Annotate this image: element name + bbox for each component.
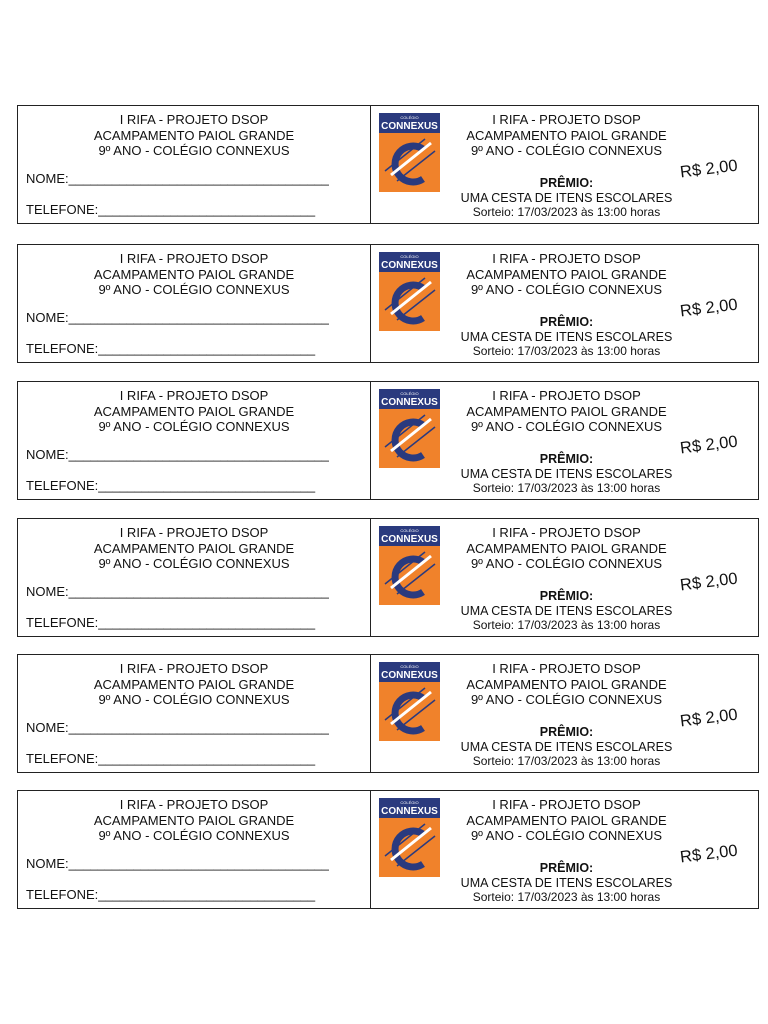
svg-text:COLÉGIO: COLÉGIO [400,800,419,805]
draw-date: Sorteio: 17/03/2023 às 13:00 horas [472,344,661,358]
connexus-logo [379,252,440,331]
ticket-price: R$ 2,00 [679,569,739,595]
name-field[interactable]: NOME:____________________________________ [26,447,329,462]
ticket-price: R$ 2,00 [679,705,739,731]
name-field[interactable]: NOME:____________________________________ [26,171,329,186]
draw-date: Sorteio: 17/03/2023 às 13:00 horas [472,205,661,219]
ticket-price: R$ 2,00 [679,295,739,321]
main-subtitle: ACAMPAMENTO PAIOL GRANDE [466,127,667,143]
main-class: 9º ANO - COLÉGIO CONNEXUS [470,282,663,297]
prize-label: PRÊMIO: [539,725,594,739]
stub-subtitle: ACAMPAMENTO PAIOL GRANDE [93,266,295,282]
svg-text:CONNEXUS: CONNEXUS [381,397,438,408]
connexus-logo [379,798,440,877]
ticket-stub [18,655,371,772]
prize-description: UMA CESTA DE ITENS ESCOLARES [460,876,673,890]
stub-subtitle: ACAMPAMENTO PAIOL GRANDE [93,812,295,828]
stub-title: I RIFA - PROJETO DSOP [119,525,269,540]
name-field[interactable]: NOME:____________________________________ [26,720,329,735]
main-title: I RIFA - PROJETO DSOP [492,388,641,403]
connexus-logo [379,662,440,741]
stub-header [18,797,370,844]
svg-text:CONNEXUS: CONNEXUS [381,670,438,681]
stub-subtitle: ACAMPAMENTO PAIOL GRANDE [93,540,295,556]
main-class: 9º ANO - COLÉGIO CONNEXUS [470,419,663,434]
stub-title: I RIFA - PROJETO DSOP [119,388,269,403]
ticket-price: R$ 2,00 [679,156,739,182]
stub-header [18,525,370,572]
stub-class: 9º ANO - COLÉGIO CONNEXUS [98,828,290,843]
prize-description: UMA CESTA DE ITENS ESCOLARES [460,330,673,344]
ticket-stub [18,106,371,223]
ticket-price: R$ 2,00 [679,432,739,458]
svg-text:COLÉGIO: COLÉGIO [400,115,419,120]
main-header [455,112,678,159]
stub-subtitle: ACAMPAMENTO PAIOL GRANDE [93,676,295,692]
prize-label: PRÊMIO: [539,589,594,603]
name-field[interactable]: NOME:____________________________________ [26,310,329,325]
stub-header [18,661,370,708]
main-header [455,388,678,435]
ticket-main [371,382,758,499]
name-field[interactable]: NOME:____________________________________ [26,584,329,599]
stub-class: 9º ANO - COLÉGIO CONNEXUS [98,282,290,297]
connexus-logo [379,113,440,192]
stub-header [18,112,370,159]
raffle-ticket [17,244,759,363]
phone-field[interactable]: TELEFONE:______________________________ [26,341,316,356]
main-title: I RIFA - PROJETO DSOP [492,251,641,266]
draw-date: Sorteio: 17/03/2023 às 13:00 horas [472,481,661,495]
main-subtitle: ACAMPAMENTO PAIOL GRANDE [466,403,667,419]
main-class: 9º ANO - COLÉGIO CONNEXUS [470,556,663,571]
prize-label: PRÊMIO: [539,176,594,190]
main-title: I RIFA - PROJETO DSOP [492,112,641,127]
stub-class: 9º ANO - COLÉGIO CONNEXUS [98,419,290,434]
main-header [455,661,678,708]
svg-text:CONNEXUS: CONNEXUS [381,806,438,817]
main-header [455,525,678,572]
name-field[interactable]: NOME:____________________________________ [26,856,329,871]
main-header [455,797,678,844]
phone-field[interactable]: TELEFONE:______________________________ [26,887,316,902]
main-title: I RIFA - PROJETO DSOP [492,661,641,676]
main-subtitle: ACAMPAMENTO PAIOL GRANDE [466,266,667,282]
svg-text:CONNEXUS: CONNEXUS [381,260,438,271]
phone-field[interactable]: TELEFONE:______________________________ [26,615,316,630]
stub-class: 9º ANO - COLÉGIO CONNEXUS [98,143,290,158]
ticket-main [371,655,758,772]
svg-text:COLÉGIO: COLÉGIO [400,664,419,669]
phone-field[interactable]: TELEFONE:______________________________ [26,202,316,217]
stub-header [18,388,370,435]
ticket-stub [18,382,371,499]
prize-description: UMA CESTA DE ITENS ESCOLARES [460,191,673,205]
main-class: 9º ANO - COLÉGIO CONNEXUS [470,692,663,707]
prize-label: PRÊMIO: [539,315,594,329]
phone-field[interactable]: TELEFONE:______________________________ [26,751,316,766]
main-subtitle: ACAMPAMENTO PAIOL GRANDE [466,812,667,828]
raffle-ticket [17,381,759,500]
svg-text:CONNEXUS: CONNEXUS [381,534,438,545]
ticket-price: R$ 2,00 [679,841,739,867]
prize-description: UMA CESTA DE ITENS ESCOLARES [460,604,673,618]
ticket-stub [18,791,371,908]
prize-description: UMA CESTA DE ITENS ESCOLARES [460,467,673,481]
main-class: 9º ANO - COLÉGIO CONNEXUS [470,143,663,158]
stub-title: I RIFA - PROJETO DSOP [119,797,269,812]
ticket-main [371,791,758,908]
svg-text:COLÉGIO: COLÉGIO [400,254,419,259]
ticket-main [371,245,758,362]
ticket-main [371,106,758,223]
connexus-logo [379,526,440,605]
stub-title: I RIFA - PROJETO DSOP [119,112,269,127]
raffle-ticket [17,518,759,637]
stub-header [18,251,370,298]
main-header [455,251,678,298]
main-subtitle: ACAMPAMENTO PAIOL GRANDE [466,540,667,556]
draw-date: Sorteio: 17/03/2023 às 13:00 horas [472,754,661,768]
raffle-ticket [17,654,759,773]
raffle-ticket [17,790,759,909]
main-subtitle: ACAMPAMENTO PAIOL GRANDE [466,676,667,692]
main-class: 9º ANO - COLÉGIO CONNEXUS [470,828,663,843]
stub-class: 9º ANO - COLÉGIO CONNEXUS [98,556,290,571]
phone-field[interactable]: TELEFONE:______________________________ [26,478,316,493]
stub-title: I RIFA - PROJETO DSOP [119,661,269,676]
ticket-main [371,519,758,636]
stub-subtitle: ACAMPAMENTO PAIOL GRANDE [93,127,295,143]
svg-text:COLÉGIO: COLÉGIO [400,391,419,396]
connexus-logo [379,389,440,468]
prize-description: UMA CESTA DE ITENS ESCOLARES [460,740,673,754]
main-title: I RIFA - PROJETO DSOP [492,797,641,812]
draw-date: Sorteio: 17/03/2023 às 13:00 horas [472,618,661,632]
svg-text:CONNEXUS: CONNEXUS [381,121,438,132]
main-title: I RIFA - PROJETO DSOP [492,525,641,540]
stub-subtitle: ACAMPAMENTO PAIOL GRANDE [93,403,295,419]
svg-text:COLÉGIO: COLÉGIO [400,528,419,533]
draw-date: Sorteio: 17/03/2023 às 13:00 horas [472,890,661,904]
stub-class: 9º ANO - COLÉGIO CONNEXUS [98,692,290,707]
prize-label: PRÊMIO: [539,861,594,875]
prize-label: PRÊMIO: [539,452,594,466]
raffle-ticket [17,105,759,224]
ticket-stub [18,245,371,362]
stub-title: I RIFA - PROJETO DSOP [119,251,269,266]
ticket-stub [18,519,371,636]
